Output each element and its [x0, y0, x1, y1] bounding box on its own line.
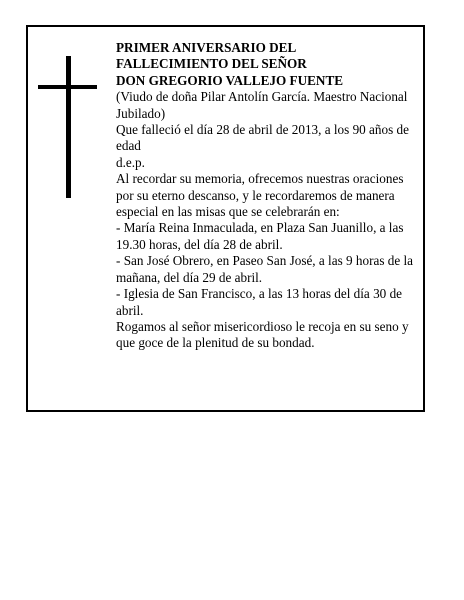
heading-line: PRIMER ANIVERSARIO DEL [116, 40, 297, 55]
closing-text: Rogamos al señor misericordioso le recoja en su seno y que goce de la plenitud de su bondad. [116, 318, 409, 351]
remembrance-text: Al recordar su memoria, ofrecemos nuestras oraciones por su eterno descanso, y le recordaremos de manera especial en las misas que se celebrarán en: [116, 171, 404, 220]
cross-horizontal-bar [38, 85, 97, 89]
mass-item: - Iglesia de San Francisco, a las 13 horas del día 30 de abril. [116, 286, 403, 318]
notice-text [116, 40, 422, 352]
death-note: Que falleció el día 28 de abril de 2013, a los 90 años de edad [116, 122, 409, 154]
heading-line: FALLECIMIENTO DEL SEÑOR [116, 56, 307, 72]
widow-note: (Viudo de doña Pilar Antolín García. Maestro Nacional Jubilado) [116, 89, 408, 121]
obituary-notice [26, 25, 425, 412]
deceased-name: DON GREGORIO VALLEJO FUENTE [116, 72, 344, 88]
mass-item: - María Reina Inmaculada, en Plaza San Juanillo, a las 19.30 horas, del día 28 de abril. [116, 220, 404, 252]
cross-vertical-bar [66, 56, 71, 198]
rip-text: d.e.p. [116, 154, 145, 170]
mass-item: - San José Obrero, en Paseo San José, a las 9 horas de la mañana, del día 29 de abril. [116, 253, 414, 285]
